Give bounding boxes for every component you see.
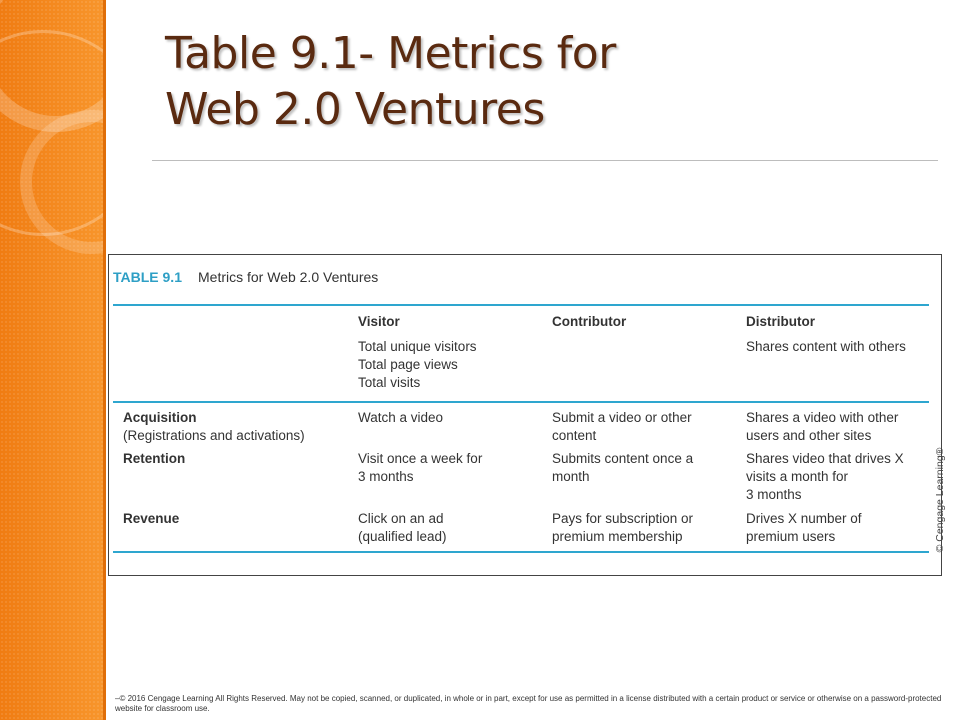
table-caption: Metrics for Web 2.0 Ventures (198, 269, 379, 285)
table-rule (113, 551, 929, 553)
table-cell (358, 450, 482, 486)
cell-line: Submits content once a (552, 451, 694, 466)
image-credit (931, 445, 949, 555)
metrics-table (108, 254, 946, 576)
table-cell (358, 409, 443, 427)
table-cell (358, 510, 447, 546)
row-label: Retention (123, 451, 186, 466)
cell-line: Visit once a week for (358, 451, 483, 466)
row-header-retention (123, 450, 185, 468)
cell-line: visits a month for (746, 469, 849, 484)
row-label: Revenue (123, 511, 180, 526)
column-header-contributor: Contributor (552, 314, 627, 329)
column-header-distributor: Distributor (746, 314, 815, 329)
cell-line: content (552, 428, 597, 443)
table-rule (113, 401, 929, 403)
copyright-footer: –© 2016 Cengage Learning All Rights Reserved. May not be copied, scanned, or duplicated, in whole or in part, except for use as permitted in a license distributed with a certain product or service or otherwise on a password-protected website for classroom use. (115, 694, 942, 713)
title-divider (152, 160, 938, 161)
description-line: Total page views (358, 357, 458, 372)
description-line: Shares content with others (746, 339, 906, 354)
table-cell (552, 409, 692, 445)
cell-line: Pays for subscription or (552, 511, 694, 526)
row-label: Acquisition (123, 410, 197, 425)
row-header-revenue (123, 510, 179, 528)
cell-line: 3 months (358, 469, 414, 484)
cell-line: Shares a video with other (746, 410, 899, 425)
cell-line: Submit a video or other (552, 410, 692, 425)
column-header-visitor: Visitor (358, 314, 400, 329)
cell-line: users and other sites (746, 428, 872, 443)
row-sublabel: (Registrations and activations) (123, 428, 305, 443)
cell-line: Click on an ad (358, 511, 444, 526)
slide-title (165, 26, 616, 138)
table-cell (552, 510, 693, 546)
cell-line: month (552, 469, 590, 484)
decorative-side-band (0, 0, 106, 720)
table-header (113, 269, 379, 285)
table-rule (113, 304, 929, 306)
row-header-acquisition (123, 409, 305, 445)
table-cell (746, 510, 862, 546)
cell-line: Watch a video (358, 410, 444, 425)
description-line: Total unique visitors (358, 339, 477, 354)
slide-title-line-1: Table 9.1- Metrics for (165, 28, 616, 79)
cell-line: 3 months (746, 487, 802, 502)
table-cell (552, 450, 693, 486)
cell-line: Shares video that drives X (746, 451, 904, 466)
slide-title-line-2: Web 2.0 Ventures (165, 84, 545, 135)
table-cell (746, 409, 898, 445)
cell-line: premium users (746, 529, 836, 544)
table-number: TABLE 9.1 (113, 269, 182, 285)
image-credit-text: © Cengage Learning® (934, 447, 946, 553)
column-description-distributor (746, 338, 906, 356)
cell-line: Drives X number of (746, 511, 862, 526)
description-line: Total visits (358, 375, 421, 390)
table-cell (746, 450, 904, 504)
column-description-visitor (358, 338, 477, 392)
cell-line: premium membership (552, 529, 683, 544)
cell-line: (qualified lead) (358, 529, 447, 544)
